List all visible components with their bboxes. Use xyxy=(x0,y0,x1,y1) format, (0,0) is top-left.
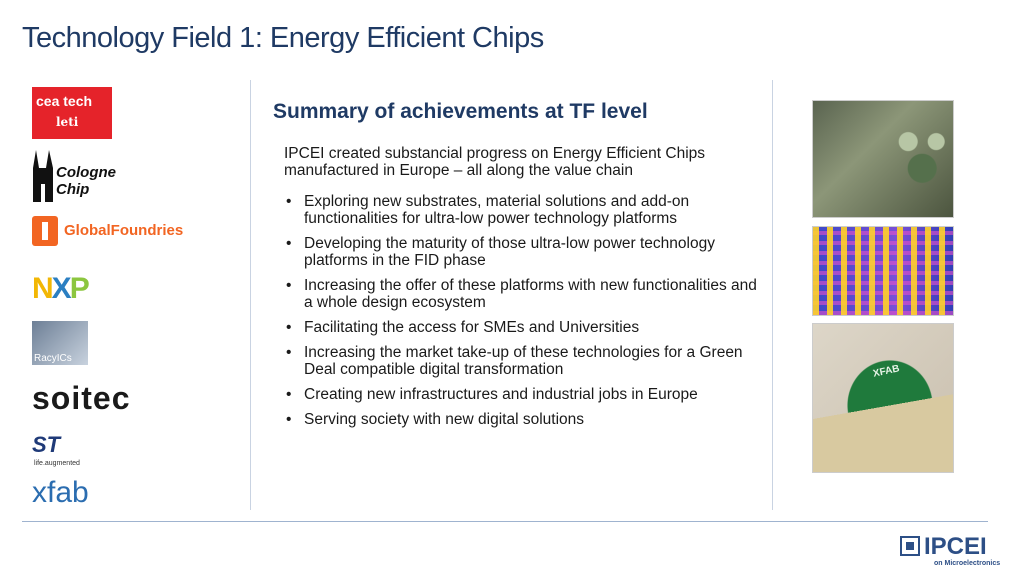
slide-title: Technology Field 1: Energy Efficient Chips xyxy=(22,22,544,54)
globalfoundries-mark-icon xyxy=(32,216,58,246)
st-mark-text: ST xyxy=(32,432,61,457)
racyics-text: RacyICs xyxy=(34,353,72,364)
divider-left xyxy=(250,80,251,510)
cea-leti-logo xyxy=(32,87,112,139)
xfab-logo: xfab xyxy=(32,476,89,509)
st-tagline: life.augmented xyxy=(34,460,80,467)
list-item: • Serving society with new digital solutions xyxy=(284,411,764,428)
soitec-logo: soitec xyxy=(32,380,131,416)
chip-die-photo xyxy=(812,100,954,218)
list-item: • Creating new infrastructures and industrial jobs in Europe xyxy=(284,386,764,403)
st-logo xyxy=(32,432,92,472)
ipcei-mark-icon xyxy=(900,536,920,556)
divider-right xyxy=(772,80,773,510)
ipcei-logo-text: IPCEI xyxy=(924,533,987,560)
intro-paragraph: IPCEI created substancial progress on Energy Efficient Chips manufactured in Europe – all along the value chain xyxy=(284,145,706,179)
achievements-list xyxy=(284,193,764,436)
list-item: • Exploring new substrates, material solutions and add-on functionalities for ultra-low power technology platforms xyxy=(284,193,764,227)
list-item: • Developing the maturity of those ultra-low power technology platforms in the FID phase xyxy=(284,235,764,269)
globalfoundries-text: GlobalFoundries xyxy=(64,222,184,239)
globalfoundries-logo xyxy=(32,216,212,246)
footer-divider xyxy=(22,521,988,522)
nxp-letter-x: X xyxy=(51,272,70,305)
chip-layout-image xyxy=(812,226,954,316)
ipcei-logo xyxy=(900,533,1001,574)
list-item: • Facilitating the access for SMEs and Universities xyxy=(284,319,764,336)
cologne-chip-text: Cologne Chip xyxy=(56,164,116,198)
nxp-letter-n: N xyxy=(32,272,52,305)
ipcei-logo-subtitle: on Microelectronics xyxy=(934,560,1001,567)
summary-heading: Summary of achievements at TF level xyxy=(273,100,648,123)
circuit-board-photo xyxy=(812,323,954,473)
list-item: • Increasing the market take-up of these technologies for a Green Deal compatible digital transformation xyxy=(284,344,764,378)
board-label: XFAB xyxy=(872,363,901,380)
leti-logo-text: leti xyxy=(56,115,79,129)
cathedral-icon xyxy=(32,150,54,202)
nxp-letter-p: P xyxy=(69,272,88,305)
list-item: • Increasing the offer of these platforms with new functionalities and a whole design ecosystem xyxy=(284,277,764,311)
nxp-logo xyxy=(32,272,88,306)
cea-logo-text: cea tech xyxy=(36,93,93,109)
racyics-logo xyxy=(32,321,88,365)
cologne-chip-logo xyxy=(32,150,142,202)
